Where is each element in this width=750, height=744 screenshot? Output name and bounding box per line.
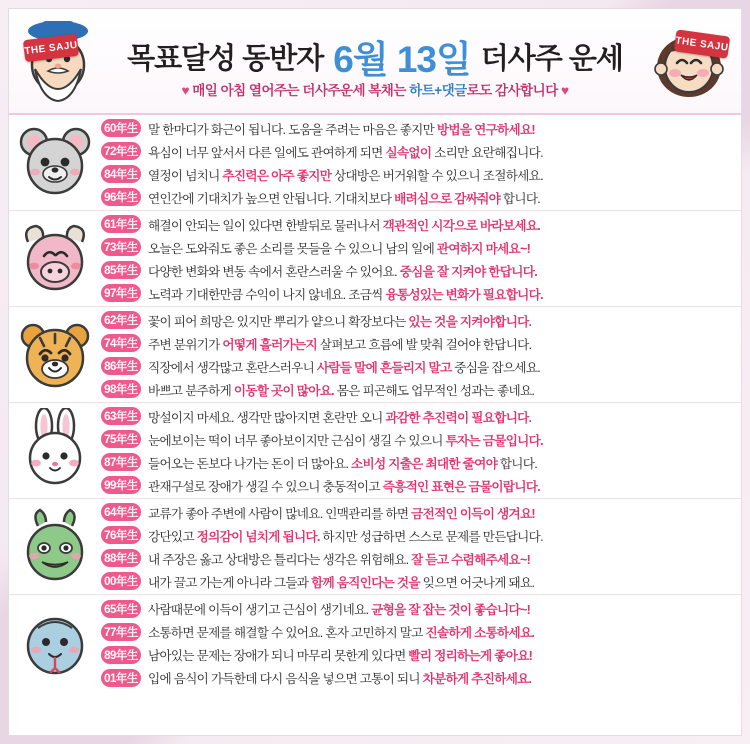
fortune-line [101,214,733,235]
zodiac-row-rabbit [9,403,741,499]
year-badge: 65年生 [101,600,141,618]
poster-inner [8,8,742,736]
year-badge: 01年生 [101,669,141,687]
header-title-left: 목표달성 동반자 [127,42,324,75]
fortune-line [101,571,733,592]
year-badge: 84年生 [101,165,141,183]
fortune-line [101,406,733,427]
year-badge: 87年生 [101,453,141,471]
year-badge: 98年生 [101,380,141,398]
zodiac-icon-snake [9,595,101,691]
logo-badge-right: THE SAJU [674,29,731,58]
year-badge: 76年生 [101,526,141,544]
year-badge: 61年生 [101,215,141,233]
year-badge: 99年生 [101,476,141,494]
logo-badge-left: THE SAJU [23,34,79,62]
tiger-icon [16,312,94,398]
rat-icon [16,120,94,206]
header-title-row [9,29,741,83]
zodiac-row-ox [9,211,741,307]
dragon-icon [16,504,94,590]
zodiac-row-snake [9,595,741,691]
fortune-line [101,283,733,304]
fortune-line [101,621,733,642]
fortune-line [101,237,733,258]
fortune-line [101,452,733,473]
year-badge: 86年生 [101,357,141,375]
zodiac-row-tiger [9,307,741,403]
fortune-text: 교류가 좋아 주변에 사람이 많네요. 인맥관리를 하면 금전적인 이득이 생겨요! [148,506,535,521]
fortune-line [101,260,733,281]
heart-icon-left: ♥ [181,83,189,98]
zodiac-icon-dragon [9,499,101,595]
year-badge: 77年生 [101,623,141,641]
fortune-text: 눈에보이는 떡이 너무 좋아보이지만 근심이 생길 수 있으니 투자는 금물입니다. [148,433,543,448]
fortune-line [101,379,733,400]
fortune-text: 사람때문에 이득이 생기고 근심이 생기네요. 균형을 잘 잡는 것이 좋습니다~! [148,603,531,617]
zodiac-icon-ox [9,211,101,307]
ox-icon [16,216,94,302]
zodiac-icon-rat [9,115,101,211]
year-badge: 96年生 [101,188,141,206]
header-subtitle [9,79,741,99]
year-badge: 63年生 [101,407,141,425]
fortune-line [101,429,733,450]
year-badge: 97年生 [101,284,141,302]
fortune-text: 입에 음식이 가득한데 다시 음식을 넣으면 고통이 되니 차분하게 추진하세요. [148,672,532,686]
rabbit-icon [16,408,94,494]
fortune-text: 바쁘고 분주하게 이동할 곳이 많아요. 몸은 피곤해도 업무적인 성과는 좋네요. [148,383,535,398]
zodiac-icon-rabbit [9,403,101,499]
zodiac-lines-rabbit [101,402,741,500]
fortune-text: 연인간에 기대치가 높으면 안됩니다. 기대치보다 배려심으로 감싸줘야 합니다. [148,191,541,206]
zodiac-lines-dragon [101,498,741,596]
zodiac-row-rat [9,115,741,211]
fortune-text: 오늘은 도와줘도 좋은 소리를 못들을 수 있으니 남의 일에 관여하지 마세요~! [148,241,531,256]
fortune-text: 직장에서 생각많고 혼란스러우니 사람들 말에 흔들리지 말고 중심을 잡으세요. [148,360,541,375]
fortune-line [101,310,733,331]
fortune-line [101,667,733,688]
header-title-right: 더사주 운세 [480,42,623,75]
header [9,9,741,115]
fortune-line [101,502,733,523]
fortune-text: 해결이 안되는 일이 있다면 한발뒤로 물러나서 객관적인 시각으로 바라보세요. [148,218,541,233]
subtitle-text-a: 매일 아침 열어주는 더사주운세 복채는 [192,83,410,98]
year-badge: 89年生 [101,646,141,664]
zodiac-rows [9,115,741,691]
year-badge: 00年生 [101,572,141,590]
fortune-text: 소통하면 문제를 해결할 수 있어요. 혼자 고민하지 말고 진솔하게 소통하세요. [148,626,535,640]
fortune-line [101,475,733,496]
fortune-line [101,356,733,377]
fortune-text: 내가 끌고 가는게 아니라 그들과 함께 움직인다는 것을 잊으면 어긋나게 돼요. [148,575,535,590]
zodiac-icon-tiger [9,307,101,403]
fortune-text: 남아있는 문제는 장애가 되니 마무리 못한게 있다면 빨리 정리하는게 좋아요! [148,649,533,663]
fortune-text: 말 한마디가 화근이 됩니다. 도움을 주려는 마음은 좋지만 방법을 연구하세요! [148,122,535,137]
zodiac-lines-rat [101,114,741,212]
year-badge: 62年生 [101,311,141,329]
year-badge: 75年生 [101,430,141,448]
zodiac-lines-snake [101,594,741,692]
fortune-text: 다양한 변화와 변동 속에서 혼란스러울 수 있어요. 중심을 잘 지켜야 한답니다. [148,264,538,279]
fortune-line [101,118,733,139]
fortune-text: 욕심이 너무 앞서서 다른 일에도 관여하게 되면 실속없이 소리만 요란해집니다. [148,145,543,160]
year-badge: 88年生 [101,549,141,567]
fortune-text: 열정이 넘치니 추진력은 아주 좋지만 상대방은 버거워할 수 있으니 조절하세요. [148,168,543,183]
year-badge: 64年生 [101,503,141,521]
fortune-text: 관재구설로 장애가 생길 수 있으니 충동적이고 즉흥적인 표현은 금물이랍니다. [148,479,541,494]
subtitle-text-b: 로도 감사합니다 [466,83,558,98]
fortune-line [101,164,733,185]
fortune-text: 주변 분위기가 어떻게 흘러가는지 살펴보고 흐름에 발 맞춰 걸어야 한답니다. [148,337,532,352]
fortune-text: 들어오는 돈보다 나가는 돈이 더 많아요. 소비성 지출은 최대한 줄여야 합니다. [148,456,538,471]
year-badge: 73年生 [101,238,141,256]
zodiac-row-dragon [9,499,741,595]
year-badge: 74年生 [101,334,141,352]
fortune-text: 꽃이 피어 희망은 있지만 뿌리가 얕으니 확장보다는 있는 것을 지켜야합니다. [148,314,532,329]
subtitle-highlight: 하트+댓글 [409,83,467,98]
fortune-text: 강단있고 정의감이 넘치게 됩니다. 하지만 성급하면 스스로 문제를 만든답니다. [148,529,543,544]
fortune-line [101,644,733,665]
fortune-line [101,141,733,162]
fortune-line [101,598,733,619]
fortune-line [101,187,733,208]
fortune-text: 망설이지 마세요. 생각만 많아지면 혼란만 오니 과감한 추진력이 필요합니다. [148,410,532,425]
fortune-text: 노력과 기대한만큼 수익이 나지 않네요. 조금씩 융통성있는 변화가 필요합니다. [148,287,543,302]
zodiac-lines-tiger [101,306,741,404]
snake-icon [16,600,94,686]
header-date: 6월 13일 [333,39,471,80]
zodiac-lines-ox [101,210,741,308]
heart-icon-right: ♥ [561,83,569,98]
year-badge: 60年生 [101,119,141,137]
fortune-line [101,548,733,569]
fortune-line [101,525,733,546]
year-badge: 85年生 [101,261,141,279]
fortune-line [101,333,733,354]
fortune-text: 내 주장은 옳고 상대방은 틀리다는 생각은 위험해요. 잘 듣고 수렴해주세요~! [148,552,531,567]
year-badge: 72年生 [101,142,141,160]
